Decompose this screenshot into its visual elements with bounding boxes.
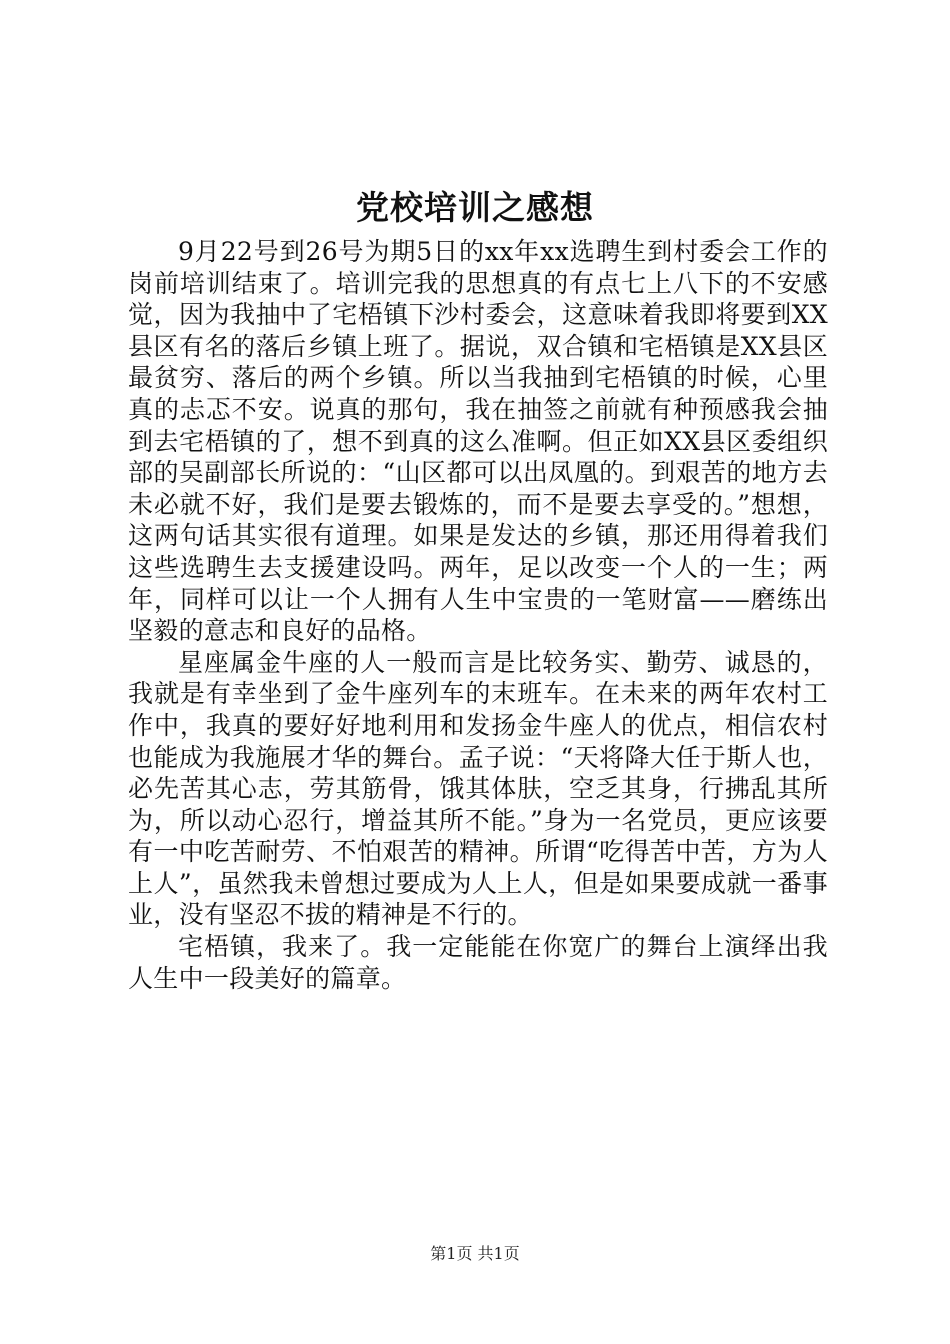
document-body <box>128 236 828 994</box>
paragraph-3: 宅梧镇，我来了。我一定能能在你宽广的舞台上演绎出我人生中一段美好的篇章。 <box>128 932 828 993</box>
page-number-footer: 第1页 共1页 <box>430 1244 520 1263</box>
document-title: 党校培训之感想 <box>356 188 594 227</box>
paragraph-1: 9月22号到26号为期5日的xx年xx选聘生到村委会工作的岗前培训结束了。培训完我的思想真的有点七上八下的不安感觉，因为我抽中了宅梧镇下沙村委会，这意味着我即将要到XX县区有名的落后乡镇上班了。据说，双合镇和宅梧镇是XX县区最贫穷、落后的两个乡镇。所以当我抽到宅梧镇的时候，心里真的忐忑不安。说真的那句，我在抽签之前就有种预感我会抽到去宅梧镇的了，想不到真的这么准啊。但正如XX县区委组织部的吴副部长所说的：“山区都可以出凤凰的。到艰苦的地方去未必就不好，我们是要去锻炼的，而不是要去享受的。”想想，这两句话其实很有道理。如果是发达的乡镇，那还用得着我们这些选聘生去支援建设吗。两年，足以改变一个人的一生；两年，同样可以让一个人拥有人生中宝贵的一笔财富——磨练出坚毅的意志和良好的品格。 <box>128 237 828 646</box>
paragraph-2: 星座属金牛座的人一般而言是比较务实、勤劳、诚恳的，我就是有幸坐到了金牛座列车的末班车。在未来的两年农村工作中，我真的要好好地利用和发扬金牛座人的优点，相信农村也能成为我施展才华的舞台。孟子说：“天将降大任于斯人也，必先苦其心志，劳其筋骨，饿其体肤，空乏其身，行拂乱其所为，所以动心忍行，增益其所不能。”身为一名党员，更应该要有一中吃苦耐劳、不怕艰苦的精神。所谓“吃得苦中苦，方为人上人”，虽然我未曾想过要成为人上人，但是如果要成就一番事业，没有坚忍不拔的精神是不行的。 <box>128 647 828 930</box>
